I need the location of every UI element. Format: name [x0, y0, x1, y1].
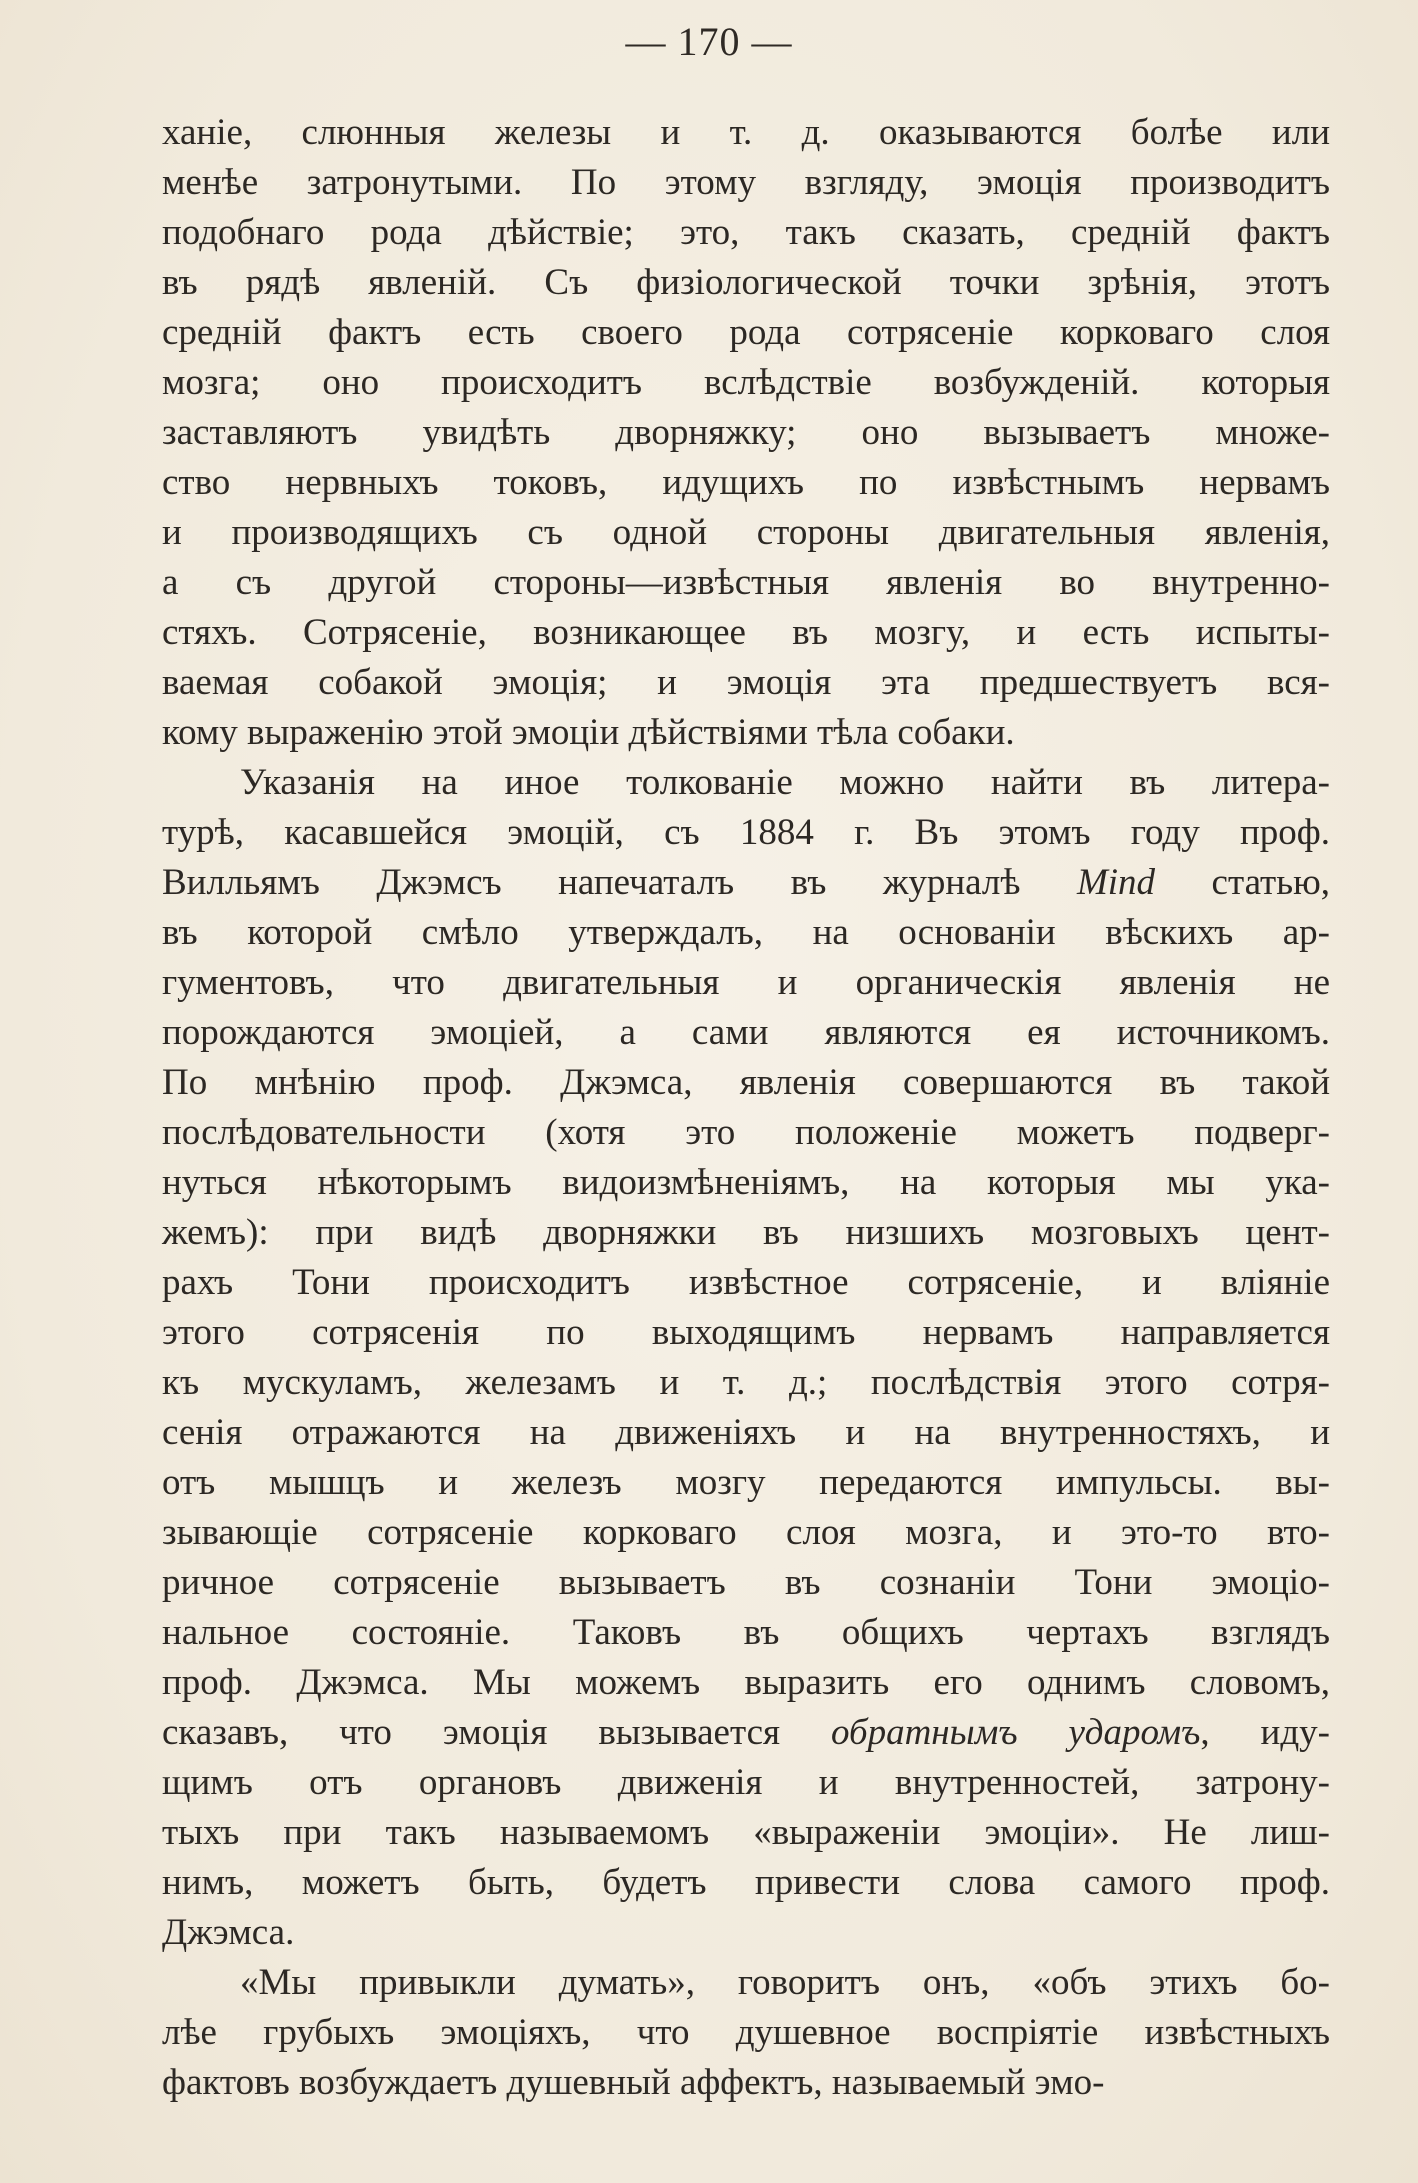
text-line: [162, 1558, 1330, 1608]
text-run: кому выраженію этой эмоціи дѣйствіями тѣла собаки.: [162, 712, 1015, 753]
text-line: [162, 1408, 1330, 1458]
text-run: нуться нѣкоторымъ видоизмѣненіямъ, на которыя мы ука-: [162, 1162, 1330, 1203]
text-run: лѣе грубыхъ эмоціяхъ, что душевное воспріятіе извѣстныхъ: [162, 2012, 1330, 2053]
text-run: щимъ отъ органовъ движенія и внутренностей, затрону-: [162, 1762, 1330, 1803]
italic-text: Mind: [1076, 862, 1156, 903]
text-line: [162, 808, 1330, 858]
text-line: [162, 1758, 1330, 1808]
text-run: турѣ, касавшейся эмоцій, съ 1884 г. Въ этомъ году проф.: [162, 812, 1330, 853]
text-line: [162, 358, 1330, 408]
text-line: [162, 858, 1330, 908]
text-run: этого сотрясенія по выходящимъ нервамъ направляется: [162, 1312, 1330, 1353]
text-run: «Мы привыкли думать», говоритъ онъ, «объ этихъ бо-: [240, 1962, 1330, 2003]
text-line: [162, 1058, 1330, 1108]
text-line: [162, 1658, 1330, 1708]
text-run: сказавъ, что эмоція вызывается: [162, 1712, 831, 1753]
text-line: [162, 608, 1330, 658]
text-line: [162, 708, 1330, 758]
text-run: въ которой смѣло утверждалъ, на основаніи вѣскихъ ар-: [162, 912, 1330, 953]
text-run: зывающіе сотрясеніе корковаго слоя мозга, и это-то вто-: [162, 1512, 1330, 1553]
text-run: Указанія на иное толкованіе можно найти въ литера-: [240, 762, 1330, 803]
text-line: [162, 558, 1330, 608]
text-line: [162, 458, 1330, 508]
text-run: послѣдовательности (хотя это положеніе можетъ подверг-: [162, 1112, 1330, 1153]
text-line: [162, 208, 1330, 258]
text-run: статью,: [1155, 862, 1330, 903]
text-run: Джэмса.: [162, 1912, 295, 1953]
text-line: [162, 1908, 1330, 1958]
text-run: въ рядѣ явленій. Съ физіологической точки зрѣнія, этотъ: [162, 262, 1330, 303]
text-line: [162, 1008, 1330, 1058]
text-run: порождаются эмоціей, а сами являются ея источникомъ.: [162, 1012, 1330, 1053]
text-run: фактовъ возбуждаетъ душевный аффектъ, называемый эмо-: [162, 2062, 1105, 2103]
text-run: , иду-: [1200, 1712, 1331, 1753]
text-line: [162, 1608, 1330, 1658]
text-line: [162, 958, 1330, 1008]
text-run: ричное сотрясеніе вызываетъ въ сознаніи Тони эмоціо-: [162, 1562, 1330, 1603]
text-line: [162, 1208, 1330, 1258]
text-run: отъ мышцъ и железъ мозгу передаются импульсы. вы-: [162, 1462, 1330, 1503]
paragraph: [162, 108, 1330, 758]
text-line: [162, 908, 1330, 958]
text-line: [162, 1508, 1330, 1558]
text-run: ханіе, слюнныя железы и т. д. оказываются болѣе или: [162, 112, 1330, 153]
text-line: [162, 1358, 1330, 1408]
text-run: нальное состояніе. Таковъ въ общихъ чертахъ взглядъ: [162, 1612, 1330, 1653]
text-line: [162, 1158, 1330, 1208]
text-run: рахъ Тони происходитъ извѣстное сотрясеніе, и вліяніе: [162, 1262, 1330, 1303]
paragraph: [162, 1958, 1330, 2108]
text-run: средній фактъ есть своего рода сотрясеніе корковаго слоя: [162, 312, 1330, 353]
text-line: [162, 758, 1330, 808]
text-run: сенія отражаются на движеніяхъ и на внутренностяхъ, и: [162, 1412, 1330, 1453]
text-run: стяхъ. Сотрясеніе, возникающее въ мозгу, и есть испыты-: [162, 612, 1330, 653]
text-run: мозга; оно происходитъ вслѣдствіе возбужденій. которыя: [162, 362, 1330, 403]
text-line: [162, 1708, 1330, 1758]
text-line: [162, 1308, 1330, 1358]
text-run: тыхъ при такъ называемомъ «выраженіи эмоціи». Не лиш-: [162, 1812, 1330, 1853]
text-run: нимъ, можетъ быть, будетъ привести слова самого проф.: [162, 1862, 1330, 1903]
text-run: заставляютъ увидѣть дворняжку; оно вызываетъ множе-: [162, 412, 1330, 453]
text-line: [162, 1458, 1330, 1508]
text-line: [162, 108, 1330, 158]
text-run: а съ другой стороны—извѣстныя явленія во внутренно-: [162, 562, 1330, 603]
text-run: По мнѣнію проф. Джэмса, явленія совершаются въ такой: [162, 1062, 1330, 1103]
text-run: Вилльямъ Джэмсъ напечаталъ въ журналѣ: [162, 862, 1077, 903]
text-line: [162, 408, 1330, 458]
text-line: [162, 308, 1330, 358]
text-run: ваемая собакой эмоція; и эмоція эта предшествуетъ вся-: [162, 662, 1330, 703]
text-line: [162, 158, 1330, 208]
text-line: [162, 1108, 1330, 1158]
text-run: къ мускуламъ, железамъ и т. д.; послѣдствія этого сотря-: [162, 1362, 1330, 1403]
text-line: [162, 508, 1330, 558]
text-run: и производящихъ съ одной стороны двигательныя явленія,: [162, 512, 1330, 553]
text-run: ство нервныхъ токовъ, идущихъ по извѣстнымъ нервамъ: [162, 462, 1330, 503]
text-run: менѣе затронутыми. По этому взгляду, эмоція производитъ: [162, 162, 1330, 203]
text-run: проф. Джэмса. Мы можемъ выразить его однимъ словомъ,: [162, 1662, 1330, 1703]
text-line: [162, 258, 1330, 308]
text-run: подобнаго рода дѣйствіе; это, такъ сказать, средній фактъ: [162, 212, 1330, 253]
text-run: гументовъ, что двигательныя и органическія явленія не: [162, 962, 1330, 1003]
page-number: — 170 —: [625, 19, 793, 64]
text-line: [162, 2058, 1330, 2108]
body-text: [162, 108, 1330, 2108]
paragraph: [162, 758, 1330, 1958]
text-line: [162, 1858, 1330, 1908]
text-line: [162, 1958, 1330, 2008]
text-line: [162, 2008, 1330, 2058]
text-run: жемъ): при видѣ дворняжки въ низшихъ мозговыхъ цент-: [162, 1212, 1330, 1253]
text-line: [162, 1808, 1330, 1858]
text-line: [162, 658, 1330, 708]
italic-text: обратнымъ ударомъ: [830, 1712, 1201, 1753]
text-line: [162, 1258, 1330, 1308]
